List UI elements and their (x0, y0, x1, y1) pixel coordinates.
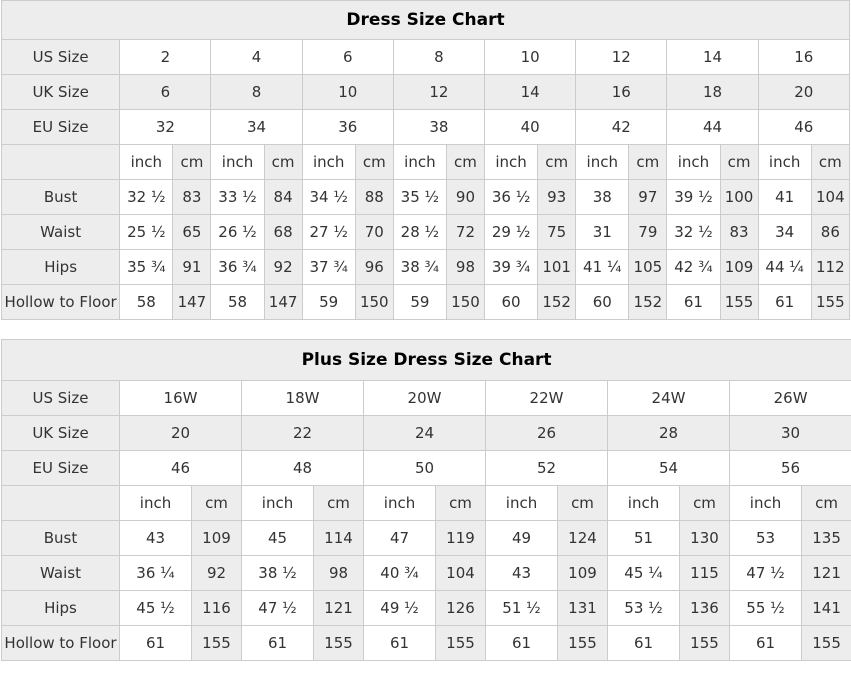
cm-value-cell: 101 (538, 250, 576, 285)
size-value-cell: 18 (667, 75, 758, 110)
inch-value-cell: 45 ½ (120, 591, 192, 626)
unit-cm-cell: cm (802, 486, 851, 521)
size-value-cell: 32 (120, 110, 211, 145)
row-label: US Size (2, 381, 120, 416)
cm-value-cell: 98 (446, 250, 484, 285)
cm-value-cell: 150 (446, 285, 484, 320)
cm-value-cell: 109 (720, 250, 758, 285)
size-value-cell: 30 (730, 416, 851, 451)
size-value-cell: 34 (211, 110, 302, 145)
unit-cm-cell: cm (355, 145, 393, 180)
cm-value-cell: 72 (446, 215, 484, 250)
inch-value-cell: 38 ¾ (393, 250, 446, 285)
cm-value-cell: 97 (629, 180, 667, 215)
unit-inch-cell: inch (758, 145, 811, 180)
inch-value-cell: 35 ½ (393, 180, 446, 215)
cm-value-cell: 119 (436, 521, 486, 556)
inch-value-cell: 41 ¼ (576, 250, 629, 285)
cm-value-cell: 86 (811, 215, 849, 250)
unit-inch-cell: inch (730, 486, 802, 521)
row-label: Hollow to Floor (2, 626, 120, 661)
cm-value-cell: 131 (558, 591, 608, 626)
row-label: Bust (2, 180, 120, 215)
cm-value-cell: 98 (314, 556, 364, 591)
cm-value-cell: 93 (538, 180, 576, 215)
size-value-cell: 2 (120, 40, 211, 75)
cm-value-cell: 121 (314, 591, 364, 626)
measurement-row (2, 215, 850, 250)
size-value-cell: 54 (608, 451, 730, 486)
size-value-cell: 40 (485, 110, 576, 145)
inch-value-cell: 61 (364, 626, 436, 661)
inch-value-cell: 28 ½ (393, 215, 446, 250)
inch-value-cell: 45 ¼ (608, 556, 680, 591)
unit-cm-cell: cm (680, 486, 730, 521)
measurement-row (2, 250, 850, 285)
inch-value-cell: 47 ½ (730, 556, 802, 591)
cm-value-cell: 152 (538, 285, 576, 320)
inch-value-cell: 26 ½ (211, 215, 264, 250)
inch-value-cell: 60 (576, 285, 629, 320)
inch-value-cell: 55 ½ (730, 591, 802, 626)
inch-value-cell: 58 (120, 285, 173, 320)
inch-value-cell: 61 (608, 626, 680, 661)
size-row (2, 75, 850, 110)
inch-value-cell: 49 ½ (364, 591, 436, 626)
size-value-cell: 38 (393, 110, 484, 145)
plus-size-dress-size-chart-body (2, 381, 851, 661)
size-value-cell: 46 (120, 451, 242, 486)
unit-inch-cell: inch (486, 486, 558, 521)
measurement-row (2, 285, 850, 320)
cm-value-cell: 114 (314, 521, 364, 556)
cm-value-cell: 92 (264, 250, 302, 285)
cm-value-cell: 75 (538, 215, 576, 250)
size-value-cell: 42 (576, 110, 667, 145)
size-value-cell: 26 (486, 416, 608, 451)
unit-inch-cell: inch (120, 145, 173, 180)
inch-value-cell: 53 (730, 521, 802, 556)
inch-value-cell: 47 (364, 521, 436, 556)
cm-value-cell: 70 (355, 215, 393, 250)
unit-cm-cell: cm (538, 145, 576, 180)
size-value-cell: 22 (242, 416, 364, 451)
measurement-row (2, 626, 851, 661)
size-value-cell: 26W (730, 381, 851, 416)
inch-value-cell: 32 ½ (120, 180, 173, 215)
cm-value-cell: 100 (720, 180, 758, 215)
size-value-cell: 56 (730, 451, 851, 486)
inch-value-cell: 45 (242, 521, 314, 556)
cm-value-cell: 141 (802, 591, 851, 626)
inch-value-cell: 61 (120, 626, 192, 661)
plus-size-dress-size-chart-table (1, 339, 851, 661)
cm-value-cell: 155 (436, 626, 486, 661)
size-value-cell: 16 (576, 75, 667, 110)
cm-value-cell: 136 (680, 591, 730, 626)
inch-value-cell: 61 (730, 626, 802, 661)
inch-value-cell: 38 (576, 180, 629, 215)
inch-value-cell: 43 (120, 521, 192, 556)
inch-value-cell: 61 (758, 285, 811, 320)
dress-size-chart-table (1, 0, 850, 320)
size-value-cell: 12 (576, 40, 667, 75)
unit-cm-cell: cm (264, 145, 302, 180)
inch-value-cell: 60 (485, 285, 538, 320)
cm-value-cell: 92 (192, 556, 242, 591)
inch-value-cell: 42 ¾ (667, 250, 720, 285)
cm-value-cell: 155 (314, 626, 364, 661)
inch-value-cell: 36 ½ (485, 180, 538, 215)
unit-inch-cell: inch (302, 145, 355, 180)
unit-inch-cell: inch (120, 486, 192, 521)
chart-title: Plus Size Dress Size Chart (2, 340, 851, 381)
size-value-cell: 8 (393, 40, 484, 75)
inch-value-cell: 36 ¾ (211, 250, 264, 285)
measurement-row (2, 591, 851, 626)
cm-value-cell: 150 (355, 285, 393, 320)
unit-cm-cell: cm (192, 486, 242, 521)
inch-value-cell: 37 ¾ (302, 250, 355, 285)
chart-title: Dress Size Chart (2, 1, 850, 40)
row-label: Waist (2, 556, 120, 591)
size-value-cell: 10 (302, 75, 393, 110)
size-value-cell: 12 (393, 75, 484, 110)
inch-value-cell: 47 ½ (242, 591, 314, 626)
unit-cm-cell: cm (173, 145, 211, 180)
unit-header-row (2, 145, 850, 180)
cm-value-cell: 105 (629, 250, 667, 285)
unit-inch-cell: inch (364, 486, 436, 521)
size-row (2, 416, 851, 451)
cm-value-cell: 155 (811, 285, 849, 320)
empty-corner-cell (2, 145, 120, 180)
inch-value-cell: 29 ½ (485, 215, 538, 250)
cm-value-cell: 104 (811, 180, 849, 215)
cm-value-cell: 109 (558, 556, 608, 591)
cm-value-cell: 83 (173, 180, 211, 215)
cm-value-cell: 91 (173, 250, 211, 285)
size-value-cell: 52 (486, 451, 608, 486)
size-row (2, 40, 850, 75)
cm-value-cell: 65 (173, 215, 211, 250)
row-label: UK Size (2, 75, 120, 110)
cm-value-cell: 88 (355, 180, 393, 215)
unit-header-row (2, 486, 851, 521)
size-value-cell: 10 (485, 40, 576, 75)
inch-value-cell: 53 ½ (608, 591, 680, 626)
inch-value-cell: 41 (758, 180, 811, 215)
cm-value-cell: 155 (802, 626, 851, 661)
row-label: Hollow to Floor (2, 285, 120, 320)
cm-value-cell: 147 (173, 285, 211, 320)
measurement-row (2, 180, 850, 215)
size-value-cell: 14 (485, 75, 576, 110)
size-value-cell: 18W (242, 381, 364, 416)
cm-value-cell: 83 (720, 215, 758, 250)
cm-value-cell: 155 (558, 626, 608, 661)
dress-size-chart-body (2, 40, 850, 320)
title-row (2, 1, 850, 40)
cm-value-cell: 155 (680, 626, 730, 661)
size-value-cell: 20 (120, 416, 242, 451)
inch-value-cell: 38 ½ (242, 556, 314, 591)
size-value-cell: 16 (758, 40, 849, 75)
size-row (2, 110, 850, 145)
size-value-cell: 44 (667, 110, 758, 145)
inch-value-cell: 34 ½ (302, 180, 355, 215)
cm-value-cell: 79 (629, 215, 667, 250)
inch-value-cell: 49 (486, 521, 558, 556)
unit-inch-cell: inch (576, 145, 629, 180)
size-value-cell: 16W (120, 381, 242, 416)
size-value-cell: 14 (667, 40, 758, 75)
cm-value-cell: 135 (802, 521, 851, 556)
cm-value-cell: 147 (264, 285, 302, 320)
size-value-cell: 24W (608, 381, 730, 416)
unit-inch-cell: inch (211, 145, 264, 180)
cm-value-cell: 104 (436, 556, 486, 591)
cm-value-cell: 121 (802, 556, 851, 591)
unit-cm-cell: cm (314, 486, 364, 521)
unit-cm-cell: cm (720, 145, 758, 180)
inch-value-cell: 51 ½ (486, 591, 558, 626)
inch-value-cell: 31 (576, 215, 629, 250)
inch-value-cell: 61 (486, 626, 558, 661)
inch-value-cell: 36 ¼ (120, 556, 192, 591)
cm-value-cell: 124 (558, 521, 608, 556)
row-label: Hips (2, 250, 120, 285)
size-value-cell: 22W (486, 381, 608, 416)
row-label: Hips (2, 591, 120, 626)
inch-value-cell: 59 (302, 285, 355, 320)
size-value-cell: 4 (211, 40, 302, 75)
cm-value-cell: 116 (192, 591, 242, 626)
size-value-cell: 6 (302, 40, 393, 75)
unit-inch-cell: inch (608, 486, 680, 521)
size-value-cell: 36 (302, 110, 393, 145)
row-label: Waist (2, 215, 120, 250)
unit-inch-cell: inch (242, 486, 314, 521)
cm-value-cell: 68 (264, 215, 302, 250)
unit-cm-cell: cm (629, 145, 667, 180)
inch-value-cell: 27 ½ (302, 215, 355, 250)
inch-value-cell: 40 ¾ (364, 556, 436, 591)
inch-value-cell: 61 (242, 626, 314, 661)
cm-value-cell: 130 (680, 521, 730, 556)
inch-value-cell: 35 ¾ (120, 250, 173, 285)
size-value-cell: 48 (242, 451, 364, 486)
unit-cm-cell: cm (446, 145, 484, 180)
inch-value-cell: 59 (393, 285, 446, 320)
measurement-row (2, 521, 851, 556)
inch-value-cell: 44 ¼ (758, 250, 811, 285)
row-label: EU Size (2, 451, 120, 486)
measurement-row (2, 556, 851, 591)
row-label: UK Size (2, 416, 120, 451)
size-row (2, 451, 851, 486)
unit-inch-cell: inch (393, 145, 446, 180)
title-row (2, 340, 851, 381)
inch-value-cell: 34 (758, 215, 811, 250)
unit-cm-cell: cm (811, 145, 849, 180)
cm-value-cell: 96 (355, 250, 393, 285)
unit-cm-cell: cm (558, 486, 608, 521)
size-value-cell: 8 (211, 75, 302, 110)
inch-value-cell: 32 ½ (667, 215, 720, 250)
cm-value-cell: 90 (446, 180, 484, 215)
inch-value-cell: 39 ½ (667, 180, 720, 215)
row-label: US Size (2, 40, 120, 75)
row-label: Bust (2, 521, 120, 556)
cm-value-cell: 109 (192, 521, 242, 556)
inch-value-cell: 25 ½ (120, 215, 173, 250)
cm-value-cell: 126 (436, 591, 486, 626)
cm-value-cell: 115 (680, 556, 730, 591)
cm-value-cell: 155 (192, 626, 242, 661)
cm-value-cell: 112 (811, 250, 849, 285)
unit-inch-cell: inch (485, 145, 538, 180)
cm-value-cell: 155 (720, 285, 758, 320)
inch-value-cell: 43 (486, 556, 558, 591)
unit-inch-cell: inch (667, 145, 720, 180)
size-value-cell: 6 (120, 75, 211, 110)
cm-value-cell: 152 (629, 285, 667, 320)
size-value-cell: 20W (364, 381, 486, 416)
size-row (2, 381, 851, 416)
inch-value-cell: 58 (211, 285, 264, 320)
unit-cm-cell: cm (436, 486, 486, 521)
size-value-cell: 28 (608, 416, 730, 451)
inch-value-cell: 51 (608, 521, 680, 556)
size-value-cell: 20 (758, 75, 849, 110)
inch-value-cell: 61 (667, 285, 720, 320)
empty-corner-cell (2, 486, 120, 521)
cm-value-cell: 84 (264, 180, 302, 215)
size-value-cell: 50 (364, 451, 486, 486)
inch-value-cell: 39 ¾ (485, 250, 538, 285)
size-value-cell: 24 (364, 416, 486, 451)
row-label: EU Size (2, 110, 120, 145)
size-value-cell: 46 (758, 110, 849, 145)
inch-value-cell: 33 ½ (211, 180, 264, 215)
